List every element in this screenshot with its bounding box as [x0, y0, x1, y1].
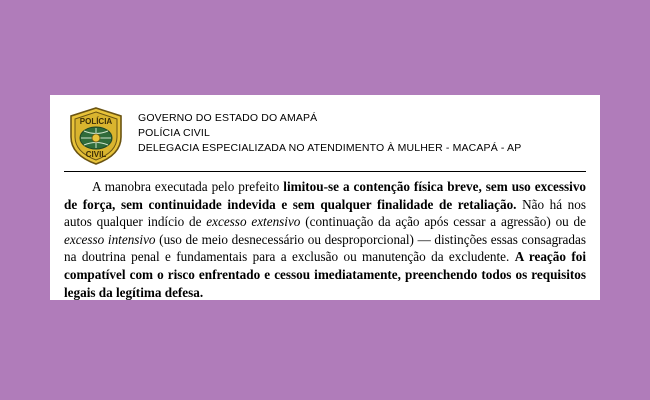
body-text-run: A manobra executada pelo prefeito [92, 179, 284, 194]
body-text-run: limitou-se a contenção física breve, sem uso excessivo de força, sem continuidade indevida e sem qualquer finalidade de retaliação. [64, 179, 587, 212]
body-text-run: A reação foi compatível com o risco enfrentado e cessou imediatamente, preenchendo todos os requisitos legais da legítima defesa. [64, 249, 586, 300]
police-badge-icon [68, 107, 124, 165]
header-line-institution: POLÍCIA CIVIL [138, 127, 210, 139]
body-text-run: (continuação da ação após cessar a agressão) ou de [300, 214, 587, 230]
svg-text:POLÍCIA: POLÍCIA [79, 117, 113, 126]
document-body-text [64, 178, 586, 301]
body-text-run: excesso extensivo [206, 214, 301, 230]
body-text-run: excesso intensivo [64, 231, 156, 247]
body-text-run: Não há nos autos qualquer indício de [64, 196, 586, 230]
header-line-department: DELEGACIA ESPECIALIZADA NO ATENDIMENTO À MULHER - MACAPÁ - AP [138, 142, 522, 154]
document-card [50, 95, 600, 300]
header-divider [64, 171, 586, 172]
svg-text:CIVIL: CIVIL [85, 150, 107, 159]
body-text-run: (uso de meio desnecessário ou desproporcional) — distinções essas consagradas na doutrina penal e fundamentais para a exclusão ou manutenção da excludente. [64, 231, 586, 265]
header-text-block [138, 105, 521, 156]
document-header [64, 105, 586, 165]
header-line-government: GOVERNO DO ESTADO DO AMAPÁ [138, 112, 318, 124]
